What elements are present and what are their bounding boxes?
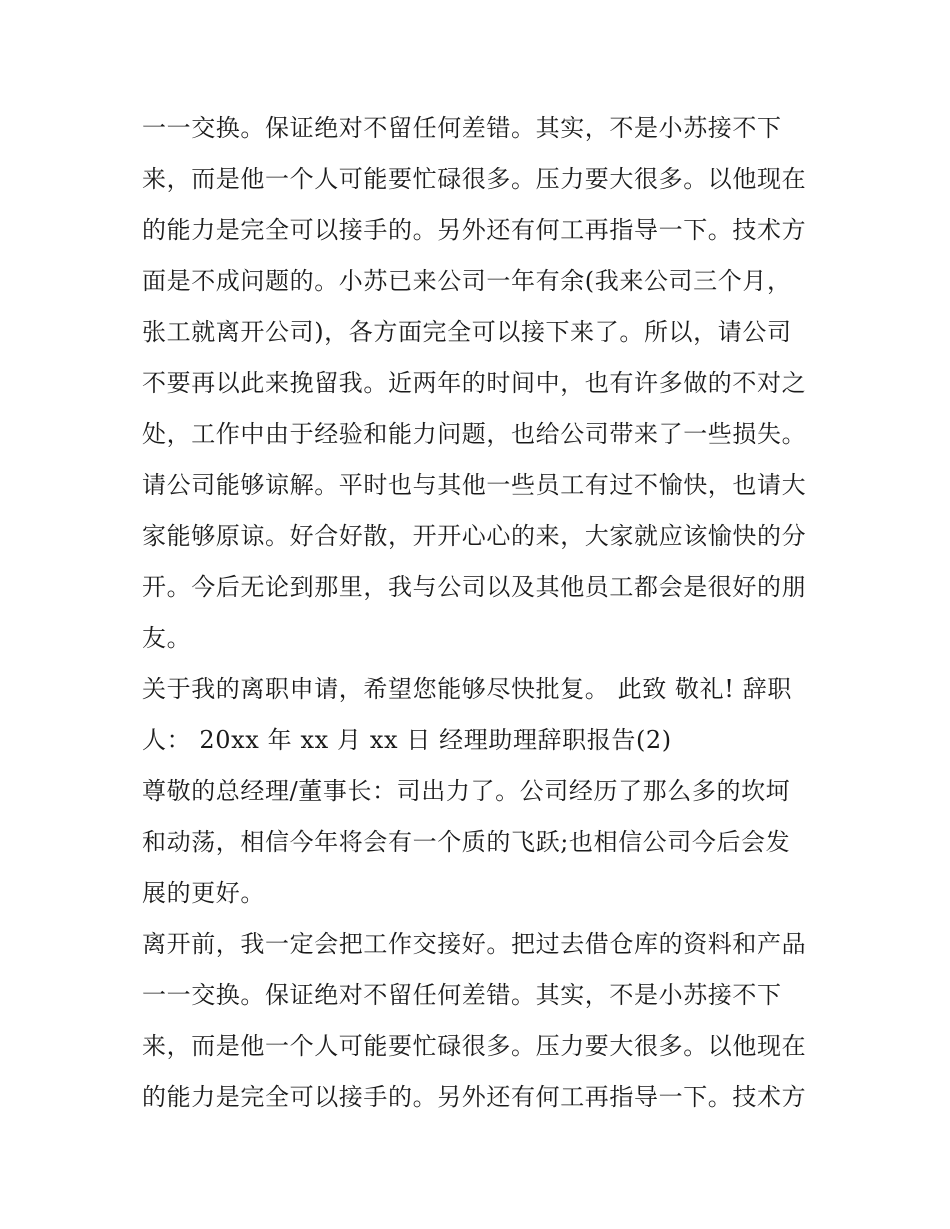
text-line: 和动荡，相信今年将会有一个质的飞跃;也相信公司今后会发 [142,828,791,856]
text-line: 离开前，我一定会把工作交接好。把过去借仓库的资料和产品 [142,930,807,958]
text-line: 一一交换。保证绝对不留任何差错。其实，不是小苏接不下 [142,114,782,142]
text-line: 张工就离开公司)，各方面完全可以接下来了。所以，请公司 [142,318,792,346]
text-line: 请公司能够谅解。平时也与其他一些员工有过不愉快，也请大 [142,471,807,499]
text-line: 人： 20xx 年 xx 月 xx 日 经理助理辞职报告(2) [142,726,672,754]
document-body [142,103,822,1123]
text-line: 的能力是完全可以接手的。另外还有何工再指导一下。技术方 [142,216,807,244]
text-line: 家能够原谅。好合好散，开开心心的来，大家就应该愉快的分 [142,522,807,550]
text-line: 关于我的离职申请，希望您能够尽快批复。 此致 敬礼! 辞职 [142,675,792,703]
text-line: 开。今后无论到那里，我与公司以及其他员工都会是很好的朋 [142,573,807,601]
text-line: 来，而是他一个人可能要忙碌很多。压力要大很多。以他现在 [142,1032,807,1060]
text-line: 的能力是完全可以接手的。另外还有何工再指导一下。技术方 [142,1083,807,1111]
text-line: 处，工作中由于经验和能力问题，也给公司带来了一些损失。 [142,420,807,448]
text-line: 一一交换。保证绝对不留任何差错。其实，不是小苏接不下 [142,981,782,1009]
text-line: 不要再以此来挽留我。近两年的时间中，也有许多做的不对之 [142,369,807,397]
text-line: 面是不成问题的。小苏已来公司一年有余(我来公司三个月， [142,267,792,295]
text-line: 尊敬的总经理/董事长：司出力了。公司经历了那么多的坎坷 [142,777,791,805]
text-line: 友。 [142,624,192,652]
text-line: 来，而是他一个人可能要忙碌很多。压力要大很多。以他现在 [142,165,807,193]
text-line: 展的更好。 [142,879,265,907]
